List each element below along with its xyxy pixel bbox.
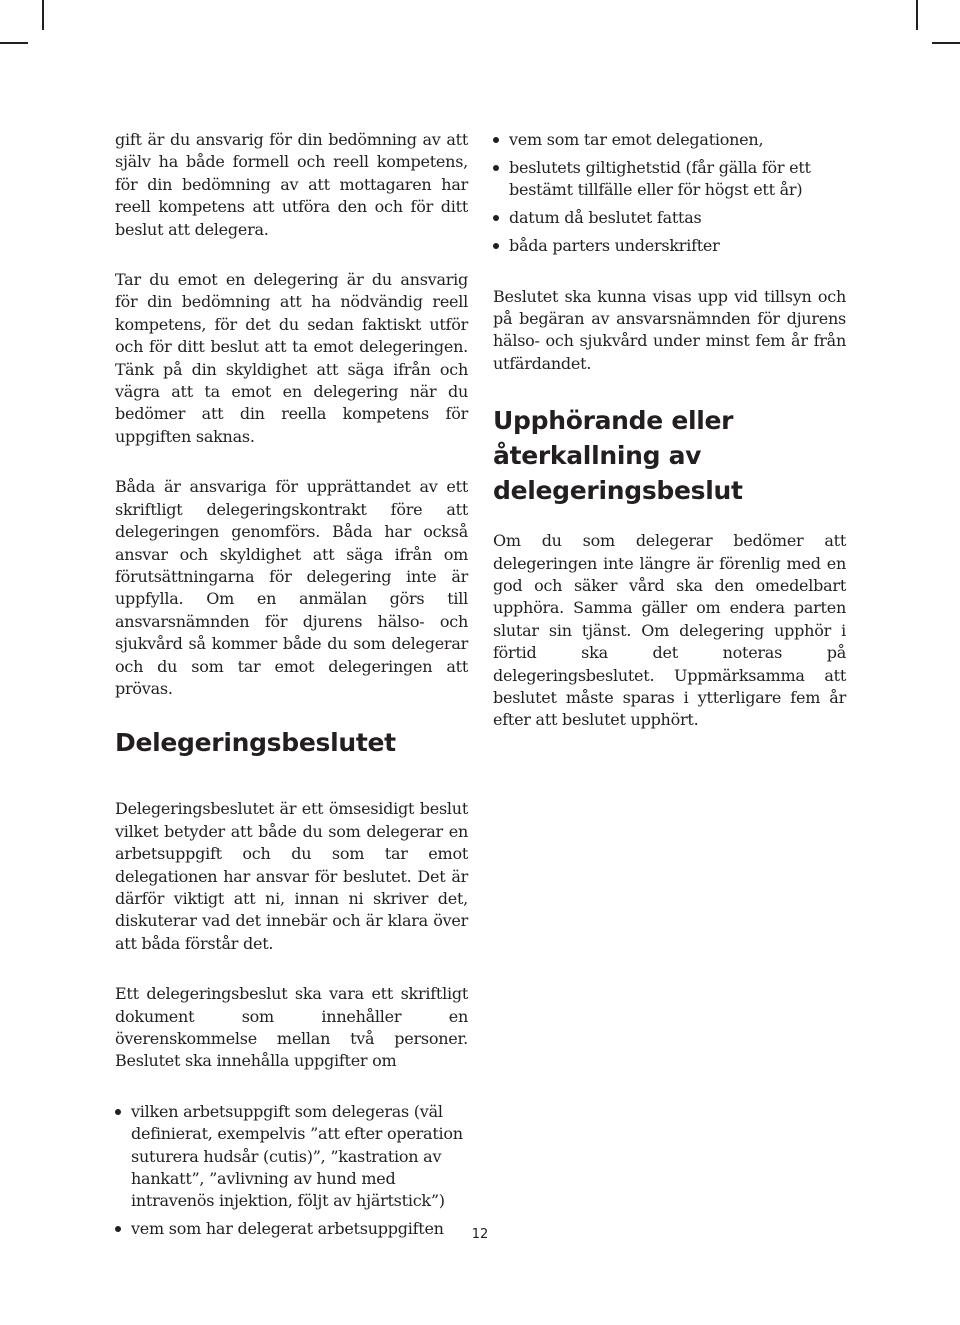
crop-mark-top-right-v [916, 0, 918, 30]
list-item-text: vilken arbetsuppgift som delegeras (väl definierat, exempelvis ”att efter operation suturera hudsår (cutis)”, ”kastration av hankatt”, ”avlivning av hund med intravenös injektion, följt av hjärtstick”) [131, 1101, 463, 1211]
bullet-icon [493, 215, 499, 221]
paragraph-written-document: Ett delegeringsbeslut ska vara ett skriftligt dokument som innehåller en överenskommelse mellan två personer. Beslutet ska innehålla uppgifter om [115, 984, 468, 1071]
list-item [493, 235, 846, 257]
paragraph-both-responsible: Båda är ansvariga för upprättandet av ett skriftligt delegeringskontrakt före att delegeringen genomförs. Båda har också ansvar och skyldighet att säga ifrån om förutsättningarna för delegering inte är uppfylla. Om en anmälan görs till ansvarsnämnden för djurens hälso- och sjukvård så kommer både du som delegerar och du som tar emot delegeringen att prövas. [115, 477, 468, 698]
list-item-text: beslutets giltighetstid (får gälla för ett bestämt tillfälle eller för högst ett år) [509, 157, 811, 200]
bullet-icon [493, 243, 499, 249]
bullet-list-left [115, 1101, 468, 1241]
bullet-list-right [493, 129, 846, 258]
list-item-text: vem som har delegerat arbetsuppgiften [131, 1219, 444, 1239]
paragraph-intro: gift är du ansvarig för din bedömning av att själv ha både formell och reell kompetens, för din bedömning av att mottagaren har reell kompetens att utföra den och för ditt beslut att delegera. [115, 130, 468, 239]
crop-mark-top-left-v [42, 0, 44, 30]
page-number: 12 [471, 1227, 489, 1242]
section-heading-delegeringsbeslutet: Delegeringsbeslutet [115, 728, 396, 758]
left-column [115, 129, 468, 1246]
right-column [493, 129, 846, 760]
paragraph-termination: Om du som delegerar bedömer att delegeringen inte längre är förenlig med en god och säker vård ska den omedelbart upphöra. Samma gäller om endera parten slutar sin tjänst. Om delegering upphör i förtid ska det noteras på delegeringsbeslutet. Uppmärksamma att beslutet måste sparas i ytterligare fem år efter att beslutet upphört. [493, 531, 846, 730]
list-item-text: vem som tar emot delegationen, [509, 130, 764, 149]
crop-mark-top-left-h [0, 42, 28, 44]
list-item [493, 207, 846, 229]
list-item-text: båda parters underskrifter [509, 236, 720, 256]
list-item [115, 1101, 468, 1213]
section-heading-termination: Upphörande eller återkallning av delegeringsbeslut [493, 406, 743, 506]
bullet-icon [115, 1109, 121, 1115]
paragraph-mutual-decision: Delegeringsbeslutet är ett ömsesidigt beslut vilket betyder att både du som delegerar en arbetsuppgift och du som tar emot delegationen har ansvar för beslutet. Det är därför viktigt att ni, innan ni skriver det, diskuterar vad det innebär och är klara över att båda förstår det. [115, 799, 468, 953]
list-item [493, 157, 846, 202]
paragraph-receiving-delegation: Tar du emot en delegering är du ansvarig för din bedömning att ha nödvändig reell kompetens, för det du sedan faktiskt utför och för ditt beslut att ta emot delegeringen. Tänk på din skyldighet att säga ifrån och vägra att ta emot en delegering när du bedömer att din reella kompetens för uppgiften saknas. [115, 270, 468, 446]
list-item [493, 129, 846, 151]
paragraph-supervision: Beslutet ska kunna visas upp vid tillsyn och på begäran av ansvarsnämnden för djurens hälso- och sjukvård under minst fem år från utfärdandet. [493, 286, 846, 373]
bullet-icon [493, 165, 499, 171]
bullet-icon [493, 137, 499, 143]
list-item-text: datum då beslutet fattas [509, 208, 702, 228]
crop-mark-top-right-h [932, 42, 960, 44]
